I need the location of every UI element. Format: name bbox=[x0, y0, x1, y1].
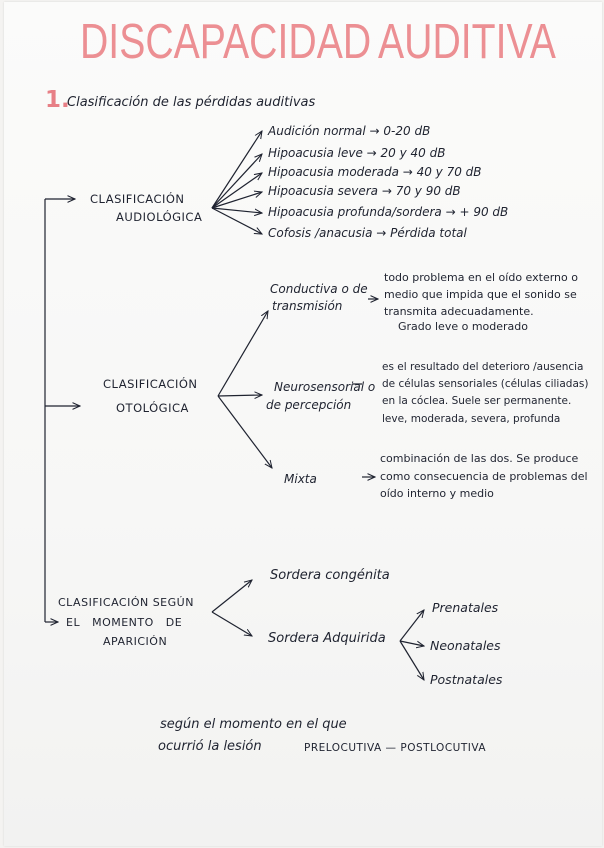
audiologica-label-2: AUDIOLÓGICA bbox=[116, 210, 203, 224]
adquirida-prenatales: Prenatales bbox=[432, 600, 499, 615]
momento-label-2: EL MOMENTO DE bbox=[66, 616, 183, 629]
conductiva-desc-1: todo problema en el oído externo o bbox=[384, 271, 578, 284]
conductiva-label-2: transmisión bbox=[272, 299, 343, 313]
audiologica-item-2: Hipoacusia leve → 20 y 40 dB bbox=[268, 146, 446, 160]
section-heading: Clasificación de las pérdidas auditivas bbox=[67, 95, 316, 110]
otologica-branches bbox=[218, 311, 272, 468]
audiologica-item-6: Cofosis /anacusia → Pérdida total bbox=[268, 226, 467, 240]
mixta-desc-3: oído interno y medio bbox=[380, 487, 494, 500]
conductiva-desc-3: transmita adecuadamente. bbox=[384, 305, 534, 318]
title-auditiva: AUDITIVA bbox=[378, 15, 556, 69]
adquirida-branches bbox=[400, 610, 424, 680]
audiologica-branches bbox=[212, 131, 262, 234]
footer-line-2a: ocurrió la lesión bbox=[158, 739, 262, 754]
conductiva-desc-2: medio que impida que el sonido se bbox=[384, 288, 577, 301]
otologica-label-2: OTOLÓGICA bbox=[116, 401, 189, 415]
footer-line-1: según el momento en el que bbox=[160, 717, 347, 732]
sordera-congenita: Sordera congénita bbox=[270, 568, 390, 583]
mixta-label: Mixta bbox=[284, 472, 317, 486]
neurosensorial-label-2: de percepción bbox=[266, 398, 352, 412]
momento-branches bbox=[212, 580, 252, 636]
footer-line-2b: PRELOCUTIVA — POSTLOCUTIVA bbox=[304, 742, 487, 754]
audiologica-item-3: Hipoacusia moderada → 40 y 70 dB bbox=[268, 165, 482, 179]
momento-label-1: CLASIFICACIÓN SEGÚN bbox=[58, 596, 194, 609]
momento-label-3: APARICIÓN bbox=[103, 635, 168, 648]
mixta-desc-2: como consecuencia de problemas del bbox=[380, 470, 588, 483]
adquirida-neonatales: Neonatales bbox=[430, 638, 501, 653]
neurosensorial-desc-3: en la cóclea. Suele ser permanente. bbox=[382, 395, 572, 407]
neurosensorial-desc-2: de células sensoriales (células ciliadas) bbox=[382, 378, 589, 390]
neurosensorial-desc-1: es el resultado del deterioro /ausencia bbox=[382, 361, 584, 373]
conductiva-label-1: Conductiva o de bbox=[270, 282, 368, 296]
audiologica-item-1: Audición normal → 0-20 dB bbox=[268, 124, 431, 138]
conductiva-desc-4: Grado leve o moderado bbox=[398, 320, 528, 333]
audiologica-item-5: Hipoacusia profunda/sordera → + 90 dB bbox=[268, 205, 509, 219]
mixta-desc-1: combinación de las dos. Se produce bbox=[380, 452, 579, 465]
section-number: 1. bbox=[45, 87, 70, 113]
neurosensorial-label-1: Neurosensorial o bbox=[274, 380, 376, 394]
audiologica-item-4: Hipoacusia severa → 70 y 90 dB bbox=[268, 184, 461, 198]
adquirida-postnatales: Postnatales bbox=[430, 672, 503, 687]
otologica-label-1: CLASIFICACIÓN bbox=[103, 377, 198, 391]
title-discapacidad: DISCAPACIDAD bbox=[80, 15, 372, 69]
audiologica-label-1: CLASIFICACIÓN bbox=[90, 192, 185, 206]
sordera-adquirida: Sordera Adquirida bbox=[268, 631, 386, 646]
neurosensorial-desc-4: leve, moderada, severa, profunda bbox=[382, 413, 561, 425]
